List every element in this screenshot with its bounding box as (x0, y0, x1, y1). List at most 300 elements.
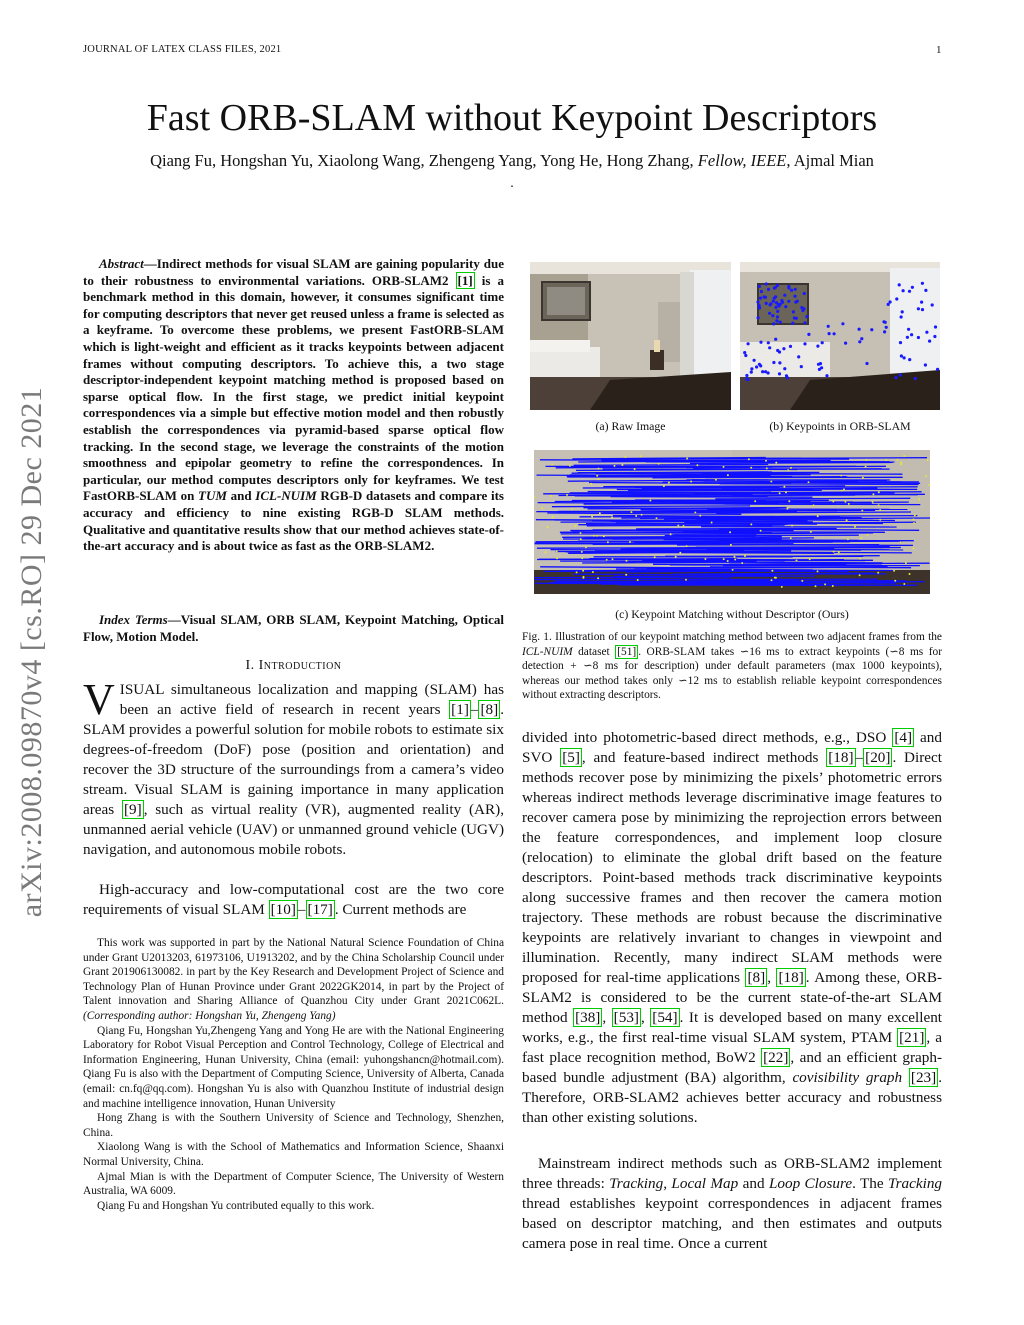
keypoint-mark (765, 282, 768, 285)
keypoint-mark (765, 302, 768, 305)
keypoint-mark (772, 322, 775, 325)
author-dot: . (510, 176, 514, 191)
keypoint-mark (759, 341, 762, 344)
keypoint-mark (870, 328, 873, 331)
keypoint-mark (911, 286, 914, 289)
section-number: I. (245, 658, 259, 673)
keypoint-mark (901, 310, 904, 313)
body-text: . It is developed based on many excellent works, e.g., the first real-time visual SLAM system, PTAM (522, 1009, 943, 1046)
citation-link[interactable]: [9] (123, 801, 142, 818)
match-endpoint (817, 515, 819, 517)
keypoint-mark (776, 315, 779, 318)
match-endpoint (686, 458, 688, 460)
keypoint-mark (819, 362, 822, 365)
keypoint-mark (885, 326, 888, 329)
body-text: . The (852, 1175, 888, 1192)
match-line (715, 498, 910, 499)
match-endpoint (545, 551, 547, 553)
drop-cap: V (83, 675, 115, 724)
match-endpoint (583, 576, 585, 578)
citation-link[interactable]: [23] (910, 1069, 937, 1086)
keypoint-mark (933, 335, 936, 338)
match-endpoint (846, 519, 848, 521)
keypoint-mark (753, 359, 756, 362)
abstract-text: —Indirect methods for visual SLAM are gaining popularity due to their robustness to environmental variations. ORB-SLAM2 (83, 256, 504, 288)
body-text: – (470, 701, 479, 718)
keypoint-mark (750, 371, 753, 374)
match-line (696, 547, 890, 548)
match-endpoint (848, 503, 850, 505)
match-endpoint (668, 482, 670, 484)
match-endpoint (683, 525, 685, 527)
match-endpoint (865, 459, 867, 461)
match-endpoint (585, 546, 587, 548)
match-endpoint (574, 525, 576, 527)
keypoint-mark (796, 300, 799, 303)
keypoint-mark (781, 301, 784, 304)
body-text: High-accuracy and low-computational cost are the two core requirements of visual SLAM (83, 881, 504, 918)
keypoint-mark (860, 337, 863, 340)
keypoint-mark (818, 368, 821, 371)
caption-text: . ORB-SLAM takes ∽16 ms to extract keypoints (∽8 ms for detection + ∽8 ms for description) under default parameters (max 1000 keypoints), whereas our method takes only ∽12 ms to establish reliable keypoint correspondences without extracting descriptors. (522, 645, 942, 702)
citation-link[interactable]: [1] (457, 272, 473, 288)
figure-keypoints-orbslam (740, 262, 940, 410)
match-endpoint (872, 501, 874, 503)
match-endpoint (580, 532, 582, 534)
body-text: and (738, 1175, 769, 1192)
keypoint-mark (910, 333, 913, 336)
body-italic: Loop Closure (768, 1175, 853, 1192)
keypoint-mark (908, 290, 911, 293)
keypoint-mark (747, 342, 750, 345)
match-endpoint (637, 579, 639, 581)
match-endpoint (729, 531, 731, 533)
keypoint-mark (779, 321, 782, 324)
citation-link[interactable]: [8] (480, 701, 499, 718)
authors-fellow: Fellow, IEEE (697, 151, 787, 170)
match-endpoint (590, 483, 592, 485)
body-text: . SLAM provides a powerful solution for mobile robots to estimate six degrees-of-freedom (DoF) pose (position and orientation) and recover the 3D structure of the surroundings from a camera’s video stream. Visual SLAM is gaining importance in many application areas (83, 701, 504, 818)
citation-link[interactable]: [4] (894, 729, 913, 746)
subfigure-caption-c: (c) Keypoint Matching without Descriptor (Ours) (615, 607, 849, 621)
match-endpoint (854, 526, 856, 528)
match-endpoint (686, 545, 688, 547)
match-endpoint (832, 501, 834, 503)
body-text: divided into photometric-based direct methods, e.g., DSO (522, 729, 893, 746)
match-endpoint (750, 467, 752, 469)
keypoint-mark (767, 371, 770, 374)
match-endpoint (621, 464, 623, 466)
match-endpoint (770, 481, 772, 483)
keypoint-mark (828, 332, 831, 335)
match-endpoint (885, 459, 887, 461)
keypoint-mark (903, 356, 906, 359)
match-endpoint (859, 574, 861, 576)
keypoint-mark (899, 373, 902, 376)
keypoint-mark (883, 330, 886, 333)
match-endpoint (566, 494, 568, 496)
match-endpoint (771, 570, 773, 572)
keypoint-mark (803, 292, 806, 295)
keypoint-mark (844, 342, 847, 345)
footnote-corresponding: (Corresponding author: Hongshan Yu, Zhengeng Yang) (83, 1009, 336, 1022)
match-endpoint (750, 523, 752, 525)
keypoint-mark (833, 332, 836, 335)
citation-link[interactable]: [20] (865, 749, 891, 766)
match-endpoint (723, 466, 725, 468)
citation-link[interactable]: [1] (451, 701, 469, 718)
match-line (552, 506, 750, 507)
match-endpoint (775, 462, 777, 464)
match-endpoint (878, 491, 880, 493)
body-text: . Current methods are (334, 901, 467, 918)
match-endpoint (788, 500, 790, 502)
keypoint-mark (769, 302, 772, 305)
match-endpoint (581, 551, 583, 553)
right-paragraph-2 (522, 1154, 942, 1254)
body-text: , and feature-based indirect methods (581, 749, 827, 766)
match-line (560, 532, 757, 533)
keypoint-mark (767, 341, 770, 344)
match-endpoint (809, 558, 811, 560)
match-endpoint (824, 583, 826, 585)
body-italic: Tracking (609, 1175, 664, 1192)
caption-text: Illustration of our keypoint matching method between two adjacent frames from the (551, 631, 942, 643)
abstract-text: is a benchmark method in this domain, however, it consumes significant time for computing descriptors that never get reused unless a frame is selected as a keyframe. To overcome these problems, we present FastORB-SLAM which is light-weight and efficient as it tracks keypoints between adjacent frames without computing descriptors. To achieve this, a two stage descriptor-independent keypoint matching method is proposed based on sparse optical flow. In the first stage, we predict initial keypoint correspondences via a simple but effective motion model and then robustly establish the correspondences via pyramid-based sparse optical flow tracking. In the second stage, we leverage the constraints of the motion smoothness and epipolar geometry to refine the correspondences. In particular, our method computes descriptors only for keyframes. We test FastORB-SLAM on (83, 272, 504, 504)
keypoint-mark (917, 307, 920, 310)
match-line (612, 502, 811, 503)
match-endpoint (596, 535, 598, 537)
keypoint-mark (783, 294, 786, 297)
keypoint-mark (931, 303, 934, 306)
keypoint-mark (821, 341, 824, 344)
keypoint-mark (895, 297, 898, 300)
keypoint-mark (894, 376, 897, 379)
figure-keypoint-matching (534, 450, 930, 594)
match-endpoint (679, 552, 681, 554)
body-italic: Local Map (671, 1175, 739, 1192)
match-endpoint (815, 585, 817, 587)
keypoint-mark (745, 377, 748, 380)
keypoint-mark (760, 290, 763, 293)
match-endpoint (556, 557, 558, 559)
keypoint-mark (758, 363, 761, 366)
index-terms-text: —Visual SLAM, ORB SLAM, Keypoint Matching, Optical Flow, Motion Model. (83, 612, 504, 644)
keypoint-mark (921, 308, 924, 311)
keypoint-mark (889, 300, 892, 303)
match-line (595, 551, 791, 552)
footnotes (83, 936, 504, 1213)
match-endpoint (730, 544, 732, 546)
keypoint-mark (776, 349, 779, 352)
match-endpoint (879, 509, 881, 511)
citation-link[interactable]: [5] (562, 749, 580, 766)
match-line (560, 570, 754, 571)
keypoint-mark (805, 315, 808, 318)
match-endpoint (596, 475, 598, 477)
body-text: . Among these, ORB-SLAM2 is considered to be the current state-of-the-art SLAM method (522, 969, 943, 1026)
match-endpoint (766, 467, 768, 469)
match-line (570, 530, 771, 531)
paper-title: Fast ORB-SLAM without Keypoint Descriptors (146, 97, 878, 139)
match-endpoint (796, 560, 798, 562)
match-endpoint (634, 468, 636, 470)
keypoint-mark (761, 370, 764, 373)
keypoint-mark (776, 310, 779, 313)
match-endpoint (715, 479, 717, 481)
keypoint-mark (793, 295, 796, 298)
keypoint-mark (858, 328, 861, 331)
match-endpoint (813, 504, 815, 506)
abstract-dataset: ICL-NUIM (255, 488, 317, 504)
keypoint-mark (745, 374, 748, 377)
match-endpoint (760, 530, 762, 532)
match-endpoint (810, 531, 812, 533)
match-endpoint (569, 465, 571, 467)
arxiv-stamp (6, 352, 58, 952)
keypoint-mark (784, 305, 787, 308)
match-endpoint (861, 510, 863, 512)
match-endpoint (614, 465, 616, 467)
keypoint-mark (900, 315, 903, 318)
match-line (562, 536, 755, 537)
match-endpoint (859, 558, 861, 560)
keypoint-mark (841, 322, 844, 325)
keypoint-mark (803, 321, 806, 324)
keypoint-mark (758, 285, 761, 288)
body-text: – (297, 901, 306, 918)
match-endpoint (607, 541, 609, 543)
keypoint-mark (767, 288, 770, 291)
match-endpoint (663, 485, 665, 487)
match-line (634, 542, 833, 543)
running-header: JOURNAL OF LATEX CLASS FILES, 2021 (83, 44, 282, 55)
section-title: Introduction (258, 658, 342, 673)
body-text: Mainstream indirect methods such as ORB-SLAM2 implement three threads: (522, 1155, 942, 1192)
match-endpoint (675, 556, 677, 558)
match-endpoint (914, 514, 916, 516)
match-endpoint (734, 556, 736, 558)
match-endpoint (866, 534, 868, 536)
match-endpoint (624, 456, 626, 458)
match-endpoint (696, 464, 698, 466)
match-endpoint (694, 512, 696, 514)
match-endpoint (838, 551, 840, 553)
index-terms (83, 612, 504, 645)
body-text: , (640, 1009, 651, 1026)
body-text: , and an efficient graph-based bundle adjustment (BA) algorithm, (522, 1049, 943, 1086)
match-line (603, 469, 798, 470)
match-endpoint (629, 541, 631, 543)
abstract-label: Abstract (99, 256, 144, 271)
match-endpoint (649, 500, 651, 502)
body-text: ISUAL simultaneous localization and mapping (SLAM) has been an active field of research in recent years (119, 681, 504, 718)
authors-tail: , Ajmal Mian (786, 151, 874, 170)
match-endpoint (900, 462, 902, 464)
match-endpoint (840, 475, 842, 477)
match-endpoint (927, 459, 929, 461)
keypoint-mark (787, 285, 790, 288)
match-line (670, 565, 869, 566)
match-endpoint (552, 516, 554, 518)
citation-link[interactable]: [8] (747, 969, 766, 986)
keypoint-mark (750, 367, 753, 370)
citation-link[interactable]: [38] (575, 1009, 601, 1026)
abstract-dataset: TUM (198, 488, 227, 504)
match-endpoint (790, 537, 792, 539)
keypoint-mark (768, 312, 771, 315)
body-text: . Therefore, ORB-SLAM2 achieves better accuracy and robustness than other existing solutions. (522, 1069, 942, 1126)
keypoint-mark (744, 354, 747, 357)
keypoint-mark (928, 340, 931, 343)
matching-image-c (534, 450, 930, 594)
footnote-funding (83, 936, 504, 1024)
keypoint-mark (920, 301, 923, 304)
citation-link[interactable]: [54] (652, 1009, 678, 1026)
match-endpoint (872, 493, 874, 495)
match-endpoint (654, 556, 656, 558)
match-endpoint (711, 522, 713, 524)
match-endpoint (783, 486, 785, 488)
citation-link[interactable]: [10] (270, 901, 296, 918)
match-endpoint (833, 551, 835, 553)
match-endpoint (900, 463, 902, 465)
citation-link[interactable]: [17] (307, 901, 333, 918)
match-endpoint (801, 580, 803, 582)
keypoint-mark (934, 325, 937, 328)
keypoint-mark (924, 289, 927, 292)
index-terms-label: Index Terms (99, 612, 168, 627)
keypoint-mark (914, 377, 917, 380)
match-endpoint (905, 562, 907, 564)
match-endpoint (918, 498, 920, 500)
keypoint-mark (759, 297, 762, 300)
keypoint-mark (800, 365, 803, 368)
match-endpoint (841, 490, 843, 492)
match-endpoint (900, 541, 902, 543)
match-endpoint (591, 516, 593, 518)
match-endpoint (790, 467, 792, 469)
match-endpoint (734, 559, 736, 561)
match-line (575, 496, 768, 497)
match-endpoint (727, 474, 729, 476)
match-endpoint (723, 558, 725, 560)
match-endpoint (597, 577, 599, 579)
match-endpoint (879, 519, 881, 521)
abstract (83, 256, 504, 555)
match-endpoint (844, 501, 846, 503)
figure-caption (522, 630, 942, 703)
match-endpoint (612, 558, 614, 560)
match-endpoint (576, 571, 578, 573)
match-line (586, 524, 788, 525)
keypoint-mark (802, 307, 805, 310)
subfigure-caption-b: (b) Keypoints in ORB-SLAM (769, 419, 911, 433)
match-endpoint (598, 478, 600, 480)
keypoint-mark (768, 346, 771, 349)
keypoint-mark (827, 325, 830, 328)
match-line (574, 464, 769, 465)
keypoint-mark (902, 289, 905, 292)
keypoint-mark (783, 367, 786, 370)
match-endpoint (808, 481, 810, 483)
keypoint-mark (921, 282, 924, 285)
match-line (637, 504, 836, 505)
match-endpoint (640, 455, 642, 457)
keypoint-mark (899, 341, 902, 344)
match-endpoint (741, 562, 743, 564)
body-text (902, 1069, 909, 1086)
match-endpoint (896, 459, 898, 461)
keypoint-mark (865, 362, 868, 365)
keypoint-mark (807, 333, 810, 336)
body-text: and SVO (522, 729, 942, 766)
keypoint-mark (755, 365, 758, 368)
match-endpoint (925, 475, 927, 477)
match-endpoint (571, 508, 573, 510)
match-endpoint (913, 547, 915, 549)
intro-paragraph-1 (83, 675, 504, 860)
match-endpoint (909, 573, 911, 575)
keypoint-mark (764, 296, 767, 299)
match-endpoint (732, 569, 734, 571)
match-endpoint (685, 579, 687, 581)
keypoint-mark (743, 351, 746, 354)
match-endpoint (635, 515, 637, 517)
keypoint-mark (803, 342, 806, 345)
match-endpoint (580, 538, 582, 540)
match-line (581, 539, 782, 540)
citation-link[interactable]: [21] (899, 1029, 925, 1046)
body-text: . Direct methods recover pose by minimizing the pixels’ photometric errors whereas indirect methods leverage discriminative image features to recover camera pose by minimizing the reprojection errors between the feature correspondences, and implement loop closure (relocation) to eliminate the global drift based on the feature descriptors. Point-based methods track discriminative keypoints along successive frames and then recover the camera motion trajectory. These methods are robust because the discriminative keypoints are relatively invariant to changes in viewpoint and illumination. Recently, many indirect SLAM methods were proposed for real-time applications (522, 749, 942, 986)
right-paragraph-1 (522, 728, 942, 1128)
keypoint-mark (774, 306, 777, 309)
body-italic: Tracking (888, 1175, 943, 1192)
match-endpoint (677, 525, 679, 527)
keypoint-mark (772, 361, 775, 364)
body-text: thread establishes keypoint correspondences in adjacent frames based on descriptor matching, and then estimates and outputs camera pose in real time. Once a current (522, 1195, 942, 1252)
citation-link[interactable]: [53] (613, 1009, 639, 1026)
citation-link[interactable]: [18] (778, 969, 804, 986)
match-endpoint (877, 572, 879, 574)
keypoint-mark (906, 336, 909, 339)
citation-link[interactable]: [22] (763, 1049, 789, 1066)
keypoint-mark (882, 320, 885, 323)
match-endpoint (690, 481, 692, 483)
section-heading (83, 658, 504, 674)
abstract-text: RGB-D datasets and compare its accuracy and efficiency to nine existing RGB-D SLAM methods. Qualitative and quantitative results show that our method achieves state-of-the-art accuracy and is about twice as fast as the ORB-SLAM2. (83, 488, 504, 554)
match-endpoint (656, 517, 658, 519)
figure-raw-image (530, 262, 731, 410)
match-endpoint (699, 515, 701, 517)
keypoint-mark (907, 328, 910, 331)
citation-link[interactable]: [18] (828, 749, 854, 766)
body-text: , (663, 1175, 672, 1192)
citation-link[interactable]: [51] (617, 645, 637, 658)
match-endpoint (547, 526, 549, 528)
caption-text: dataset (572, 645, 616, 658)
match-endpoint (779, 492, 781, 494)
match-endpoint (599, 512, 601, 514)
keypoint-mark (924, 363, 927, 366)
match-endpoint (817, 570, 819, 572)
room-image-a (530, 262, 731, 410)
keypoint-mark (787, 300, 790, 303)
match-endpoint (551, 464, 553, 466)
match-endpoint (878, 504, 880, 506)
match-endpoint (744, 555, 746, 557)
body-text: , (602, 1009, 612, 1026)
